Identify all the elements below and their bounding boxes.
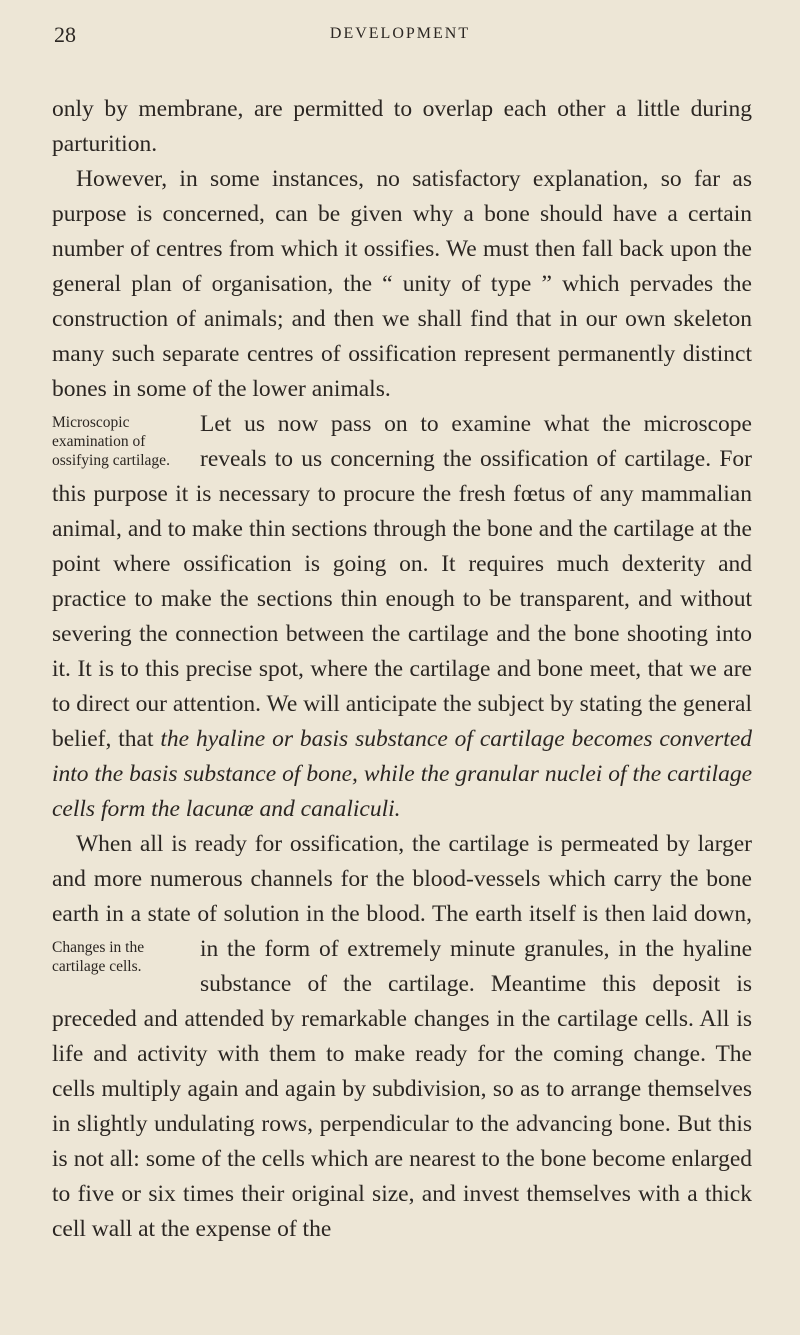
paragraph-3-italic: the hyaline or basis substance of cartilage becomes converted into the basis substance of bone, while the granular nuclei of the cartilage cells form the lacunæ and canaliculi. [52,726,753,822]
sidenote-changes: Changes in the cartilage cells. [52,939,145,975]
paragraph-3 [52,407,752,827]
paragraph-3-text: Let us now pass on to examine what the microscope reveals to us concerning the ossification of cartilage. For this purpose it is necessary to procure the fresh fœtus of any mammalian animal, and to make thin sections through the bone and the cartilage at the point where ossification is going on. It requires much dexterity and practice to make the sections thin enough to be transparent, and without severing the connection between the cartilage and the bone shooting into it. It is to this precise spot, where the cartilage and bone meet, that we are to direct our attention. We will anticipate the subject by stating the general belief, that [52,411,752,752]
sidenote-microscopic: Microscopic examination of ossifying cartilage. [52,414,170,469]
paragraph-1: only by membrane, are permitted to overlap each other a little during parturition. [52,96,752,157]
paragraph-4-text-b: granules, in the hyaline substance of the cartilage. Meantime this deposit is preceded and attended by remarkable changes in the cartilage cells. All is life and activity with them to make ready for the coming change. The cells multiply again and again by subdivision, so as to arrange themselves in slightly undulating rows, perpendicular to the advancing bone. But this is not all: some of the cells which are nearest to the bone become enlarged to five or six times their original size, and invest themselves with a thick cell wall at the expense of the [52,936,752,1242]
running-title: DEVELOPMENT [329,25,471,42]
paragraph-4-text-a: When all is ready for ossification, the cartilage is permeated by larger and more numerous channels for the blood-vessels which carry the bone earth in a state of solution in the blood. The earth itself is then laid down, in the form of extremely minute [52,831,752,962]
page-number: 28 [54,22,76,47]
running-header [0,22,800,52]
paragraph-2: However, in some instances, no satisfactory explanation, so far as purpose is concerned, can be given why a bone should have a certain number of centres from which it ossifies. We must then fall back upon the general plan of organisation, the “ unity of type ” which pervades the construction of animals; and then we shall find that in our own skeleton many such separate centres of ossification represent permanently distinct bones in some of the lower animals. [52,166,752,402]
main-text [52,92,752,1247]
paragraph-4 [52,827,752,1247]
paragraph-4-text [52,831,752,1242]
